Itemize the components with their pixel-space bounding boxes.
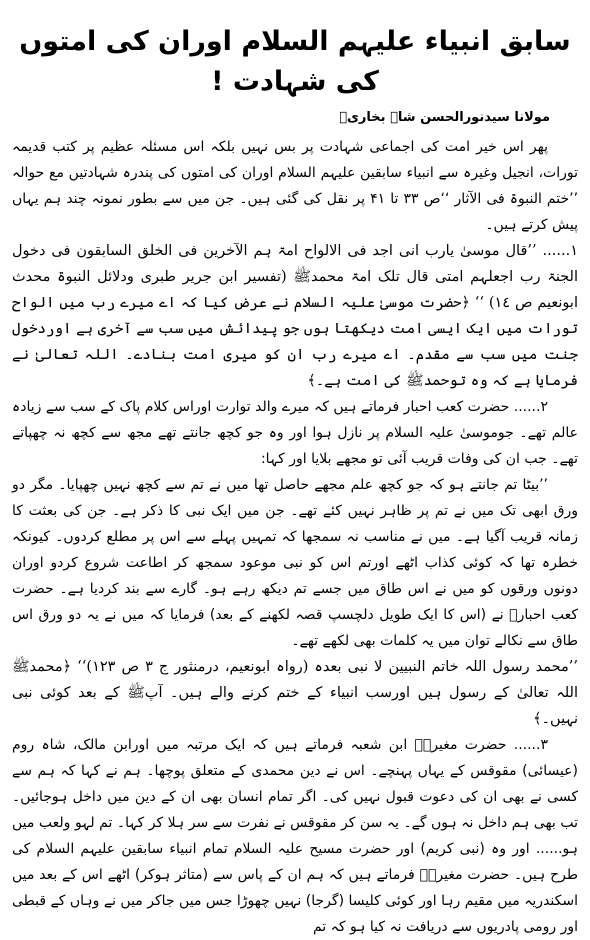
paragraph-testimony-1: ۱...... ’’قال موسیٰ یارب انی اجد فی الالواح امۃ ہم الآخرین فی الخلق السابقون فی دخول الجنۃ رب اجعلہم امتی قال تلک امۃ محمدﷺ (تفسیر ابن جریر طبری ودلائل النبوۃ محدث ابونعیم ص ۱٤) ‘‘ ﴿حضرت موسیٰ علیہ السلام نے عرض کیا کہ اے میرے رب میں الواح تورات میں ایک ایسی امت دیکھتا ہوں جو پیدائش میں سب سے آخری ہے اوردخول جنت میں سب سے مقدم۔ اے میرے رب ان کو میری امت بنادے۔ اللہ تعالیٰ نے فرمایا ہے کہ وہ توحمدﷺ کی امت ہے۔﴾: [12, 243, 578, 389]
article-title: سابق انبیاء علیہم السلام اوران کی امتوں کی شہادت !: [19, 26, 571, 97]
paragraph-testimony-3: ۳...... حضرت مغیرہؓ ابن شعبہ فرماتے ہیں کہ ایک مرتبہ میں اورابن مالک، شاہ روم (عیسائی) مقوقس کے یہاں پہنچے۔ اس نے دین محمدی کے متعلق پوچھا۔ ہم نے کہا کہ ہم سے کسی نے بھی ان کی دعوت قبول نہیں کی۔ اگر تمام انسان بھی ان کے دین میں داخل ہوجائیں۔ تب بھی ہم داخل نہ ہوں گے۔ یہ سن کر مقوقس نے نفرت سے سر ہلا کر کہا۔ تم لہو ولعب میں ہو...... اور وہ (نبی کریم) اور حضرت مسیح علیہ السلام تمام انبیاء سابقین علیہم السلام کی طرح ہیں۔ حضرت مغیرہؓ فرماتے ہیں کہ ہم ان کے پاس سے (متاثر ہوکر) اٹھے اس کے بعد میں اسکندریہ میں مقیم رہا اور کوئی کلیسا (گرجا) نہیں چھوڑا جس میں جاکر میں نے وہاں کے قبطی اور رومی پادریوں سے دریافت نہ کیا ہو کہ تم: [12, 737, 578, 935]
paragraph-inscription: ’’محمد رسول اللہ خاتم النبیین لا نبی بعدہ (رواہ ابونعیم، درمنثور ج ۳ ص ۱۲۳)‘‘ ﴿محمدﷺ اللہ تعالیٰ کے رسول ہیں اورسب انبیاء کے ختم کرنے والے ہیں۔ آپﷺ کے بعد کوئی نبی نہیں۔﴾: [12, 659, 578, 727]
paragraph-intro: پھر اس خیر امت کی اجماعی شہادت پر بس نہیں بلکہ اس مسئلہ عظیم پر کتب قدیمہ تورات، انجیل وغیرہ سے انبیاء سابقین علیہم السلام اوران کی امتوں کی پندرہ شہادتیں مع حوالہ ’’ختم النبوۃ فی الآثار ‘‘ص ۳۳ تا ۴۱ پر نقل کی گئی ہیں۔ جن میں سے بطور نمونہ چند ہم یہاں پیش کرتے ہیں۔: [12, 139, 579, 233]
paragraph-kab-quote: ’’بیٹا تم جانتے ہو کہ جو کچھ علم مجھے حاصل تھا میں نے تم سے کچھ نہیں چھپایا۔ مگر دو ورق ابھی تک میں نے تم پر ظاہر نہیں کئے تھے۔ جن میں ایک نبی کا ذکر ہے۔ جن کی بعثت کا زمانہ قریب آگیا ہے۔ میں نے مناسب نہ سمجھا کہ تمہیں پہلے سے اس پر مطلع کردوں۔ کیونکہ خطرہ تھا کہ کوئی کذاب اٹھے اورتم اس کو نبی موعود سمجھ کر اطاعت شروع کردو اوران دونوں ورقوں کو میں نے اس طاق میں جسے تم دیکھ رہے ہو۔ گارے سے بند کردیا ہے۔ حضرت کعب احبارؒ نے (اس کا ایک طویل دلچسپ قصہ لکھنے کے بعد) فرمایا کہ میں نے یہ دو ورق اس طاق سے نکالے توان میں یہ کلمات بھی لکھے تھے۔: [12, 477, 578, 649]
author-name: مولانا سیدنورالحسن شاہ بخاریؒ: [339, 110, 550, 125]
paragraph-testimony-2: ۲...... حضرت کعب احبار فرماتے ہیں کہ میرے والد توارت اوراس کلام پاک کے سب سے زیادہ عالم تھے۔ جوموسیٰ علیہ السلام پر نازل ہوا اور وہ جو کچھ جانتے تھے مجھ سے کچھ نہ چھپاتے تھے۔ جب ان کی وفات قریب آئی تو مجھے بلایا اور کہا:: [12, 399, 578, 467]
